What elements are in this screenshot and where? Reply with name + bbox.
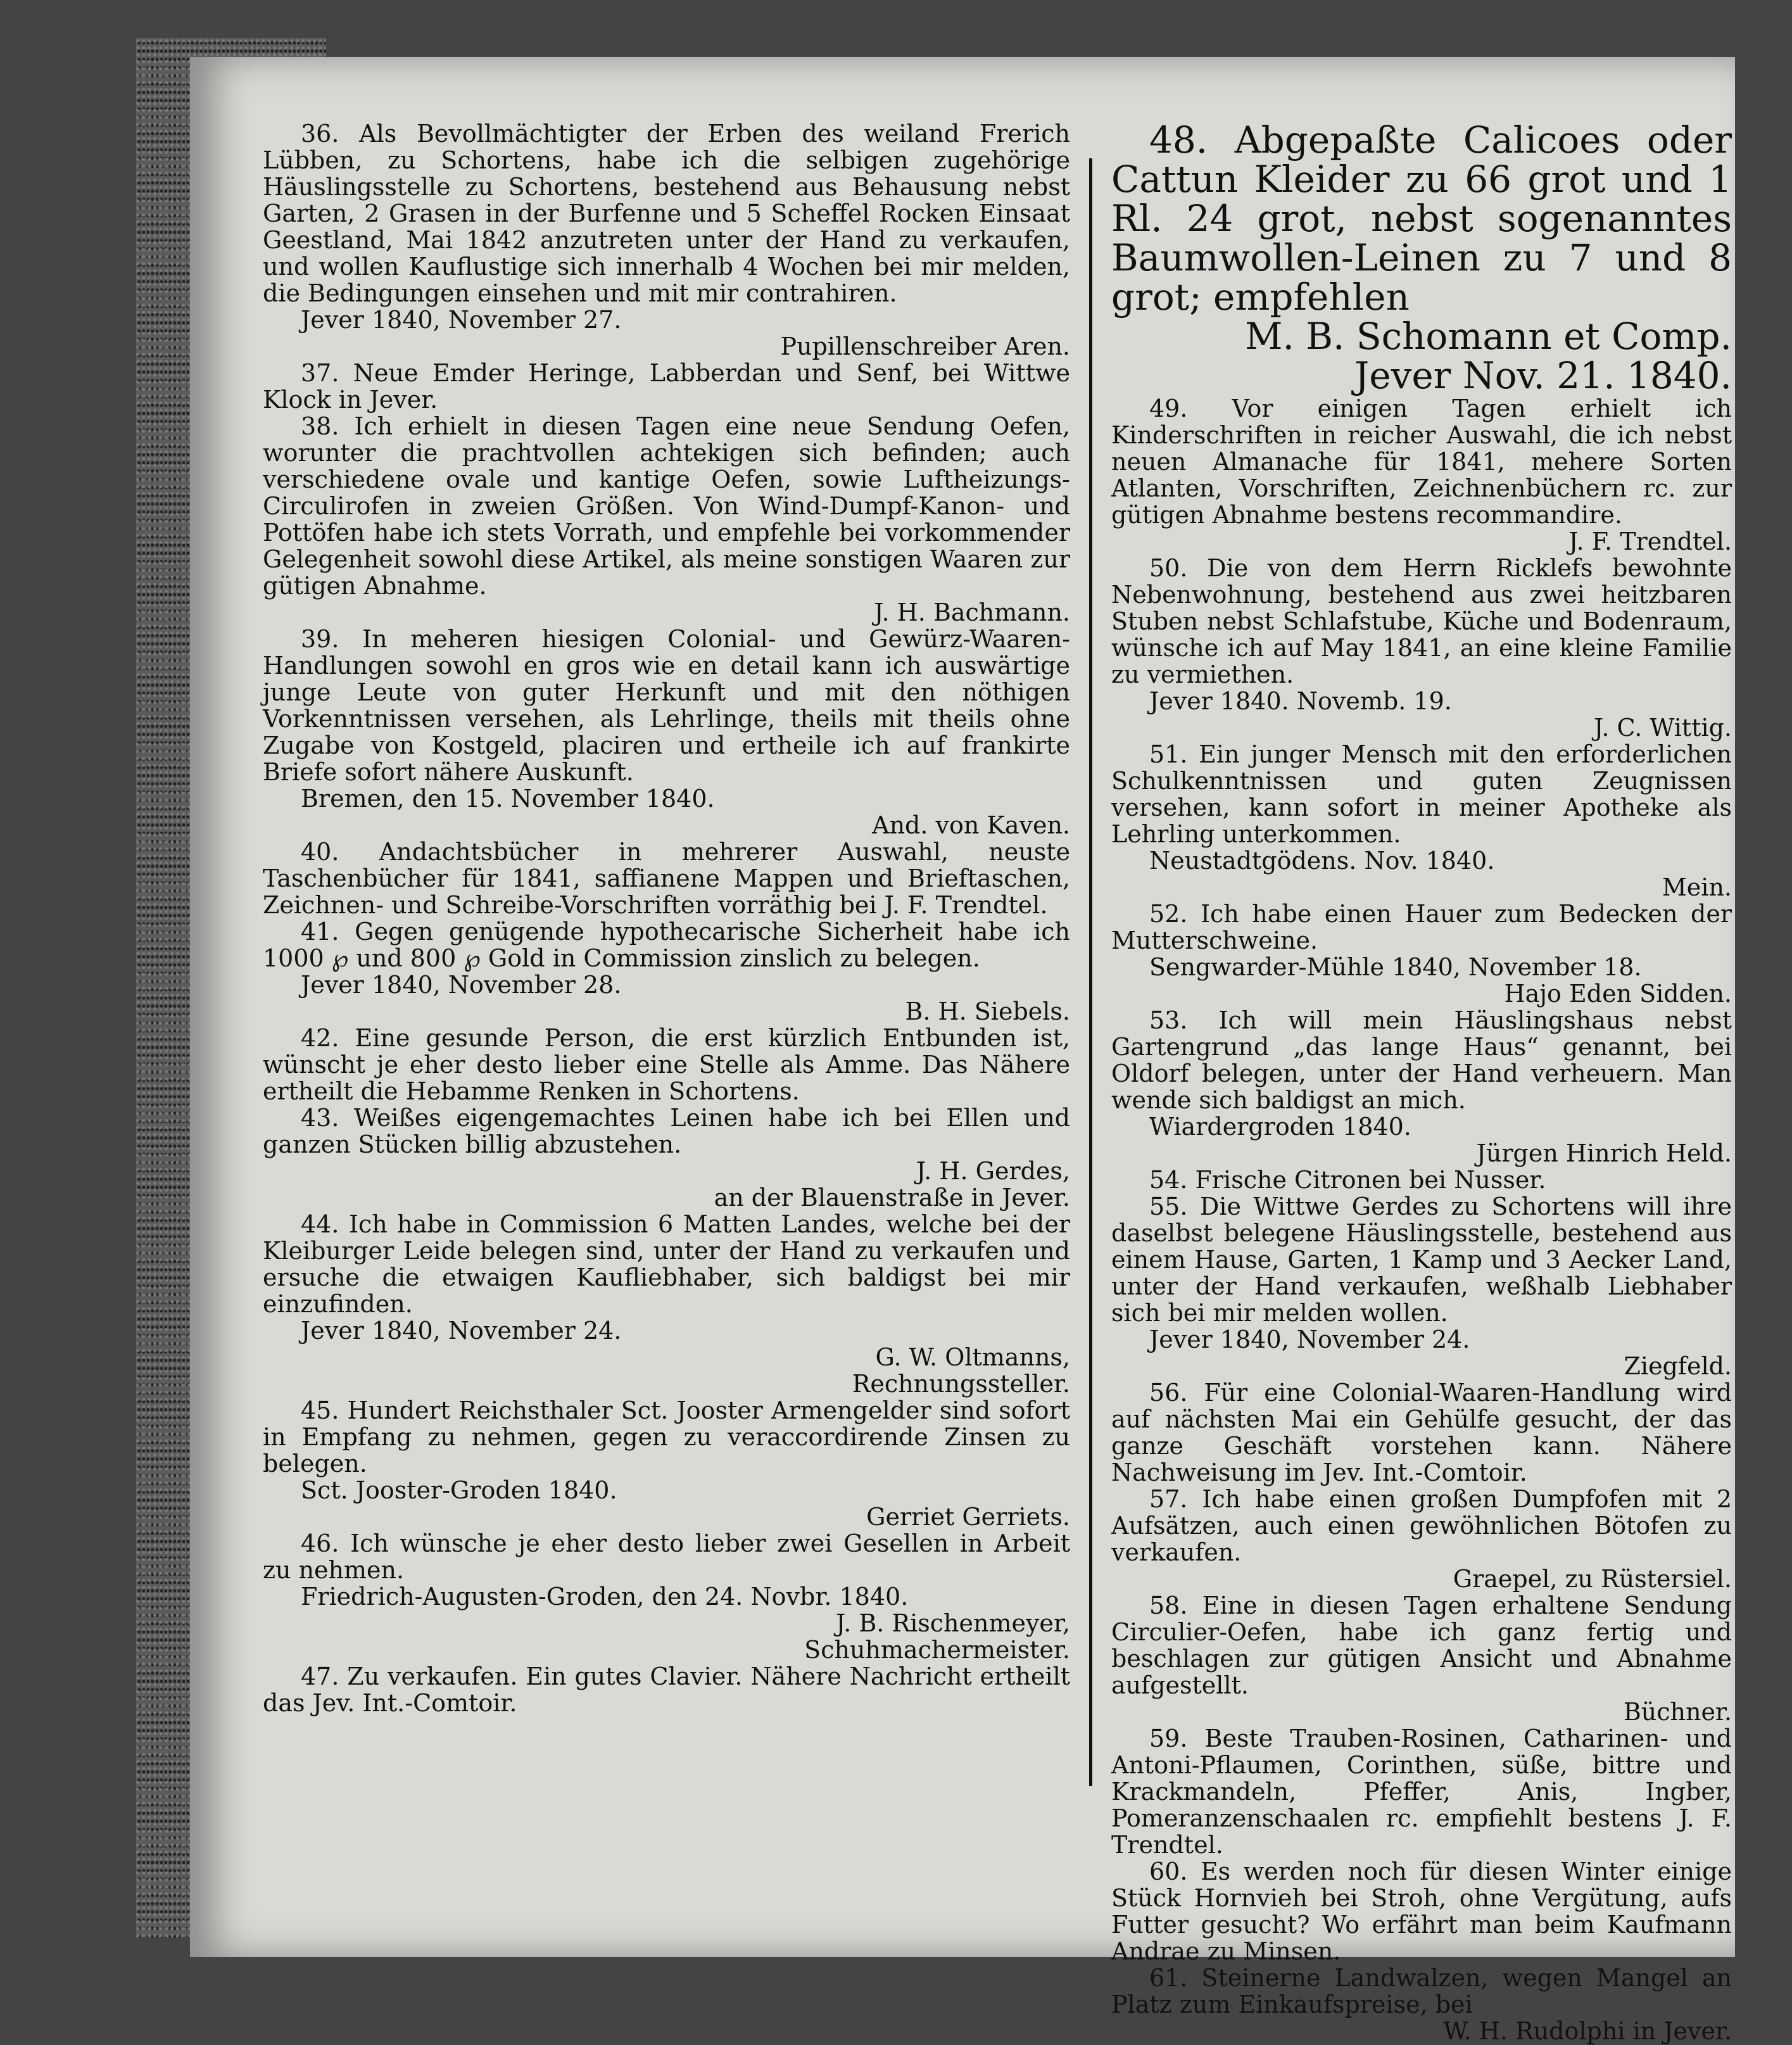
notice-56: 56. Für eine Colonial-Waaren-Handlung wird auf nächsten Mai ein Gehülfe gesucht, der das ganze Geschäft vorstehen kann. Nähere Nachweisung im Jev. Int.-Comtoir. xyxy=(1111,1379,1732,1486)
notice-37: 37. Neue Emder Heringe, Labberdan und Senf, bei Wittwe Klock in Jever. xyxy=(263,359,1070,414)
notice-55: 55. Die Wittwe Gerdes zu Schortens will ihre daselbst belegene Häuslingsstelle, bestehend aus einem Hause, Garten, 1 Kamp und 3 Aecker Land, unter der Hand verkaufen, weßhalb Liebhaber sich bei mir melden wollen. xyxy=(1111,1193,1732,1327)
left-column xyxy=(263,120,1070,1716)
notice-36: 36. Als Bevollmächtigter der Erben des weiland Frerich Lübben, zu Schortens, habe ich die selbigen zugehörige Häuslingsstelle zu Schortens, bestehend aus Behausung nebst Garten, 2 Grasen in der Burfenne und 5 Scheffel Rocken Einsaat Geestland, Mai 1842 anzutreten unter der Hand zu verkaufen, und wollen Kauflustige sich innerhalb 4 Wochen bei mir melden, die Bedingungen einsehen und mit mir contrahiren. xyxy=(263,120,1070,307)
notice-41-signature: B. H. Siebels. xyxy=(905,997,1070,1025)
notice-53-signature: Jürgen Hinrich Held. xyxy=(1476,1139,1732,1167)
notice-46-title: Schuhmachermeister. xyxy=(804,1636,1070,1664)
notice-58-signature: Büchner. xyxy=(1623,1698,1732,1726)
notice-39-signature: And. von Kaven. xyxy=(872,811,1070,839)
notice-61-signature: W. H. Rudolphi in Jever. xyxy=(1443,2017,1732,2045)
notice-47: 47. Zu verkaufen. Ein gutes Clavier. Nähere Nachricht ertheilt das Jev. Int.-Comtoir. xyxy=(263,1662,1070,1717)
notice-51-signature: Mein. xyxy=(1662,873,1732,901)
notice-54: 54. Frische Citronen bei Nusser. xyxy=(1149,1166,1546,1194)
notice-60: 60. Es werden noch für diesen Winter einige Stück Hornvieh bei Stroh, ohne Vergütung, aufs Futter gesucht? Wo erfährt man beim Kaufmann Andrae zu Minsen. xyxy=(1111,1858,1732,1965)
notice-61: 61. Steinerne Landwalzen, wegen Mangel an Platz zum Einkaufspreise, bei xyxy=(1111,1964,1732,2018)
notice-39-date: Bremen, den 15. November 1840. xyxy=(301,785,715,813)
notice-43-address: an der Blauenstraße in Jever. xyxy=(714,1184,1070,1212)
notice-48-signature: M. B. Schomann et Comp. xyxy=(1245,315,1732,358)
notice-44-date: Jever 1840, November 24. xyxy=(301,1317,622,1345)
notice-48: 48. Abgepaßte Calicoes oder Cattun Kleider zu 66 grot und 1 Rl. 24 grot, nebst sogenanntes Baumwollen-Leinen zu 7 und 8 grot; empfehlen xyxy=(1111,118,1732,319)
notice-49-signature: J. F. Trendtel. xyxy=(1568,528,1732,555)
notice-39: 39. In meheren hiesigen Colonial- und Gewürz-Waaren-Handlungen sowohl en gros wie en detail kann ich auswärtige junge Leute von guter Herkunft und mit den nöthigen Vorkenntnissen versehen, als Lehrlinge, theils mit theils ohne Zugabe von Kostgeld, placiren und ertheile ich auf frankirte Briefe sofort nähere Auskunft. xyxy=(263,625,1070,786)
notice-57: 57. Ich habe einen großen Dumpfofen mit 2 Aufsätzen, auch einen gewöhnlichen Bötofen zu verkaufen. xyxy=(1111,1485,1732,1566)
right-column xyxy=(1111,120,1732,2044)
notice-36-date: Jever 1840, November 27. xyxy=(301,306,622,334)
notice-49: 49. Vor einigen Tagen erhielt ich Kinderschriften in reicher Auswahl, die ich nebst neuen Almanache für 1841, mehere Sorten Atlanten, Vorschriften, Zeichnenbüchern rc. zur gütigen Abnahme bestens recommandire. xyxy=(1111,395,1732,529)
notice-38-signature: J. H. Bachmann. xyxy=(874,598,1070,626)
notice-46: 46. Ich wünsche je eher desto lieber zwei Gesellen in Arbeit zu nehmen. xyxy=(263,1529,1070,1584)
notice-36-signature: Pupillenschreiber Aren. xyxy=(780,332,1070,360)
notice-55-date: Jever 1840, November 24. xyxy=(1149,1326,1470,1353)
notice-46-date: Friedrich-Augusten-Groden, den 24. Novbr. 1840. xyxy=(301,1583,909,1611)
notice-50-signature: J. C. Wittig. xyxy=(1594,714,1732,742)
notice-43-signature: J. H. Gerdes, xyxy=(916,1157,1070,1185)
notice-44-signature: G. W. Oltmanns, xyxy=(875,1343,1070,1371)
notice-51-date: Neustadtgödens. Nov. 1840. xyxy=(1149,847,1495,875)
notice-41-date: Jever 1840, November 28. xyxy=(301,971,622,999)
column-divider xyxy=(1089,158,1092,1786)
notice-45-signature: Gerriet Gerriets. xyxy=(866,1503,1070,1531)
notice-58: 58. Eine in diesen Tagen erhaltene Sendung Circulier-Oefen, habe ich ganz fertig und beschlagen zur gütigen Ansicht und Abnahme aufgestellt. xyxy=(1111,1592,1732,1699)
notice-42: 42. Eine gesunde Person, die erst kürzlich Entbunden ist, wünscht je eher desto lieber eine Stelle als Amme. Das Nähere ertheilt die Hebamme Renken in Schortens. xyxy=(263,1024,1070,1105)
notice-45-date: Sct. Jooster-Groden 1840. xyxy=(301,1476,617,1504)
notice-45: 45. Hundert Reichsthaler Sct. Jooster Armengelder sind sofort in Empfang zu nehmen, gegen zu veraccordirende Zinsen zu belegen. xyxy=(263,1396,1070,1478)
notice-50-date: Jever 1840. Novemb. 19. xyxy=(1149,687,1452,715)
notice-53-date: Wiardergroden 1840. xyxy=(1149,1113,1411,1141)
notice-43: 43. Weißes eigengemachtes Leinen habe ich bei Ellen und ganzen Stücken billig abzustehen. xyxy=(263,1104,1070,1158)
notice-55-signature: Ziegfeld. xyxy=(1624,1352,1732,1380)
notice-57-signature: Graepel, zu Rüstersiel. xyxy=(1453,1565,1732,1593)
notice-52: 52. Ich habe einen Hauer zum Bedecken der Mutterschweine. xyxy=(1111,900,1732,954)
notice-41: 41. Gegen genügende hypothecarische Sicherheit habe ich 1000 ℘ und 800 ℘ Gold in Commission zinslich zu belegen. xyxy=(263,918,1070,972)
notice-44: 44. Ich habe in Commission 6 Matten Landes, welche bei der Kleiburger Leide belegen sind, unter der Hand zu verkaufen und ersuche die etwaigen Kaufliebhaber, sich baldigst bei mir einzufinden. xyxy=(263,1210,1070,1318)
notice-48-date: Jever Nov. 21. 1840. xyxy=(1354,354,1732,397)
notice-46-signature: J. B. Rischenmeyer, xyxy=(835,1609,1070,1637)
notice-50: 50. Die von dem Herrn Ricklefs bewohnte Nebenwohnung, bestehend aus zwei heitzbaren Stuben nebst Schlafstube, Küche und Bodenraum, wünsche ich auf May 1841, an eine kleine Familie zu vermiethen. xyxy=(1111,554,1732,688)
notice-51: 51. Ein junger Mensch mit den erforderlichen Schulkenntnissen und guten Zeugnissen versehen, kann sofort in meiner Apotheke als Lehrling unterkommen. xyxy=(1111,740,1732,848)
notice-44-title: Rechnungssteller. xyxy=(852,1370,1070,1398)
notice-53: 53. Ich will mein Häuslingshaus nebst Gartengrund „das lange Haus“ genannt, bei Oldorf belegen, unter der Hand verheuern. Man wende sich baldigst an mich. xyxy=(1111,1006,1732,1114)
notice-52-date: Sengwarder-Mühle 1840, November 18. xyxy=(1149,953,1642,981)
notice-40: 40. Andachtsbücher in mehrerer Auswahl, neuste Taschenbücher für 1841, saffianene Mappen und Brieftaschen, Zeichnen- und Schreibe-Vorschriften vorräthig bei J. F. Trendtel. xyxy=(263,838,1070,919)
notice-59: 59. Beste Trauben-Rosinen, Catharinen- und Antoni-Pflaumen, Corinthen, süße, bittre und Krackmandeln, Pfeffer, Anis, Ingber, Pomeranzenschaalen rc. empfiehlt bestens J. F. Trendtel. xyxy=(1111,1725,1732,1859)
notice-52-signature: Hajo Eden Sidden. xyxy=(1504,980,1732,1008)
notice-38: 38. Ich erhielt in diesen Tagen eine neue Sendung Oefen, worunter die prachtvollen achtekigen sich befinden; auch verschiedene ovale und kantige Oefen, sowie Luftheizungs-Circulirofen in zweien Größen. Von Wind-Dumpf-Kanon- und Pottöfen habe ich stets Vorrath, und empfehle bei vorkommender Gelegenheit sowohl diese Artikel, als meine sonstigen Waaren zur gütigen Abnahme. xyxy=(263,412,1070,600)
